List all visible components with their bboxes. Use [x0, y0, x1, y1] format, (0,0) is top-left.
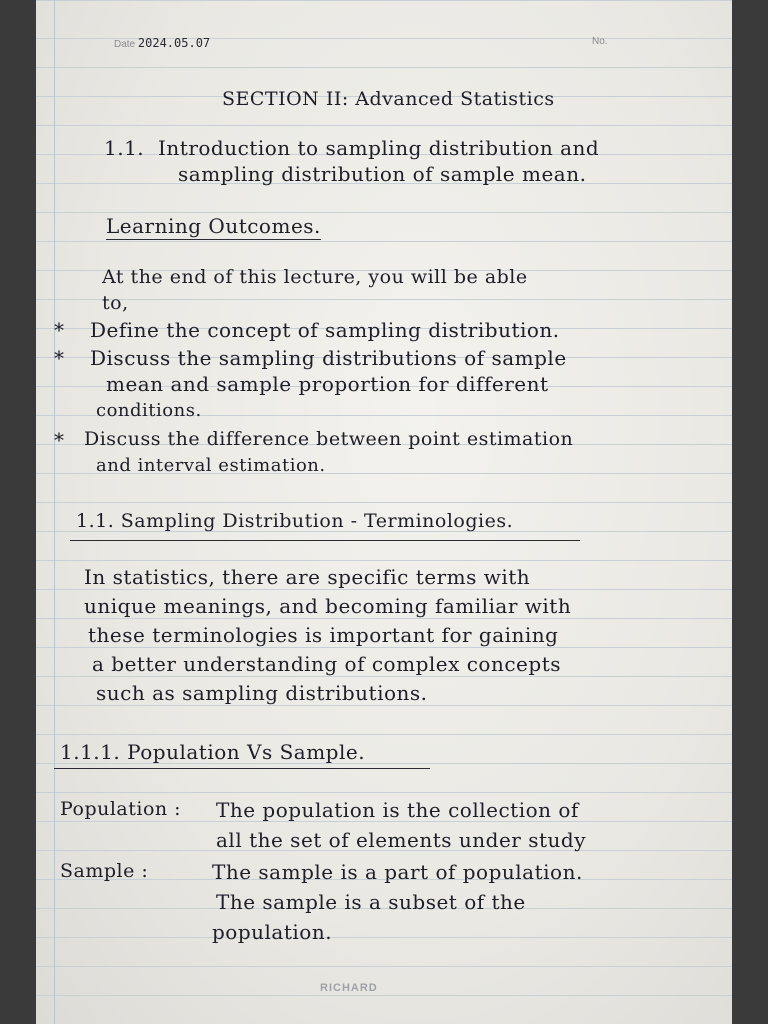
- topic-title-line-2: sampling distribution of sample mean.: [178, 162, 587, 186]
- population-definition-line-1: The population is the collection of: [216, 798, 579, 822]
- margin-line: [54, 0, 55, 1024]
- topic-number: 1.1.: [104, 136, 145, 160]
- page-number-label: No.: [592, 36, 608, 47]
- bullet-marker: *: [54, 346, 65, 370]
- terminology-paragraph-line-2: unique meanings, and becoming familiar with: [84, 594, 572, 618]
- terminology-underline: [70, 540, 580, 541]
- outcome-item-2-line-1: Discuss the sampling distributions of sample: [90, 346, 567, 370]
- population-heading: 1.1.1. Population Vs Sample.: [60, 740, 366, 764]
- terminology-paragraph-line-5: such as sampling distributions.: [96, 681, 428, 705]
- sample-definition-line-1: The sample is a part of population.: [212, 860, 583, 884]
- terminology-heading: 1.1. Sampling Distribution - Terminologies.: [76, 510, 514, 532]
- sample-term: Sample :: [60, 860, 149, 882]
- date-field: [114, 36, 210, 50]
- outcome-item-3-line-2: and interval estimation.: [96, 455, 326, 476]
- date-label: Date: [114, 39, 136, 50]
- footer-watermark: RICHARD: [320, 982, 378, 994]
- date-value: 2024.05.07: [137, 36, 211, 50]
- terminology-paragraph-line-4: a better understanding of complex concepts: [92, 652, 561, 676]
- intro-line-1: At the end of this lecture, you will be able: [102, 266, 528, 288]
- outcome-item-2-line-2: mean and sample proportion for different: [106, 372, 549, 396]
- population-term: Population :: [60, 798, 182, 820]
- learning-outcomes-heading: Learning Outcomes.: [106, 214, 321, 238]
- sample-definition-line-3: population.: [212, 920, 333, 944]
- outcome-item-3-line-1: Discuss the difference between point estimation: [84, 428, 574, 450]
- topic-title-line-1: Introduction to sampling distribution and: [158, 136, 600, 160]
- bullet-marker: *: [54, 318, 65, 342]
- bullet-marker: *: [54, 428, 65, 452]
- notebook-page: [36, 0, 732, 1024]
- outcome-item-2-line-3: conditions.: [96, 400, 202, 421]
- terminology-paragraph-line-3: these terminologies is important for gaining: [88, 623, 559, 647]
- population-definition-line-2: all the set of elements under study: [216, 828, 586, 852]
- outcome-item-1: Define the concept of sampling distribution.: [90, 318, 560, 342]
- intro-line-2: to,: [102, 292, 129, 314]
- sample-definition-line-2: The sample is a subset of the: [216, 890, 526, 914]
- population-heading-underline: [54, 768, 430, 769]
- terminology-paragraph-line-1: In statistics, there are specific terms with: [84, 565, 531, 589]
- section-title: SECTION II: Advanced Statistics: [222, 88, 555, 110]
